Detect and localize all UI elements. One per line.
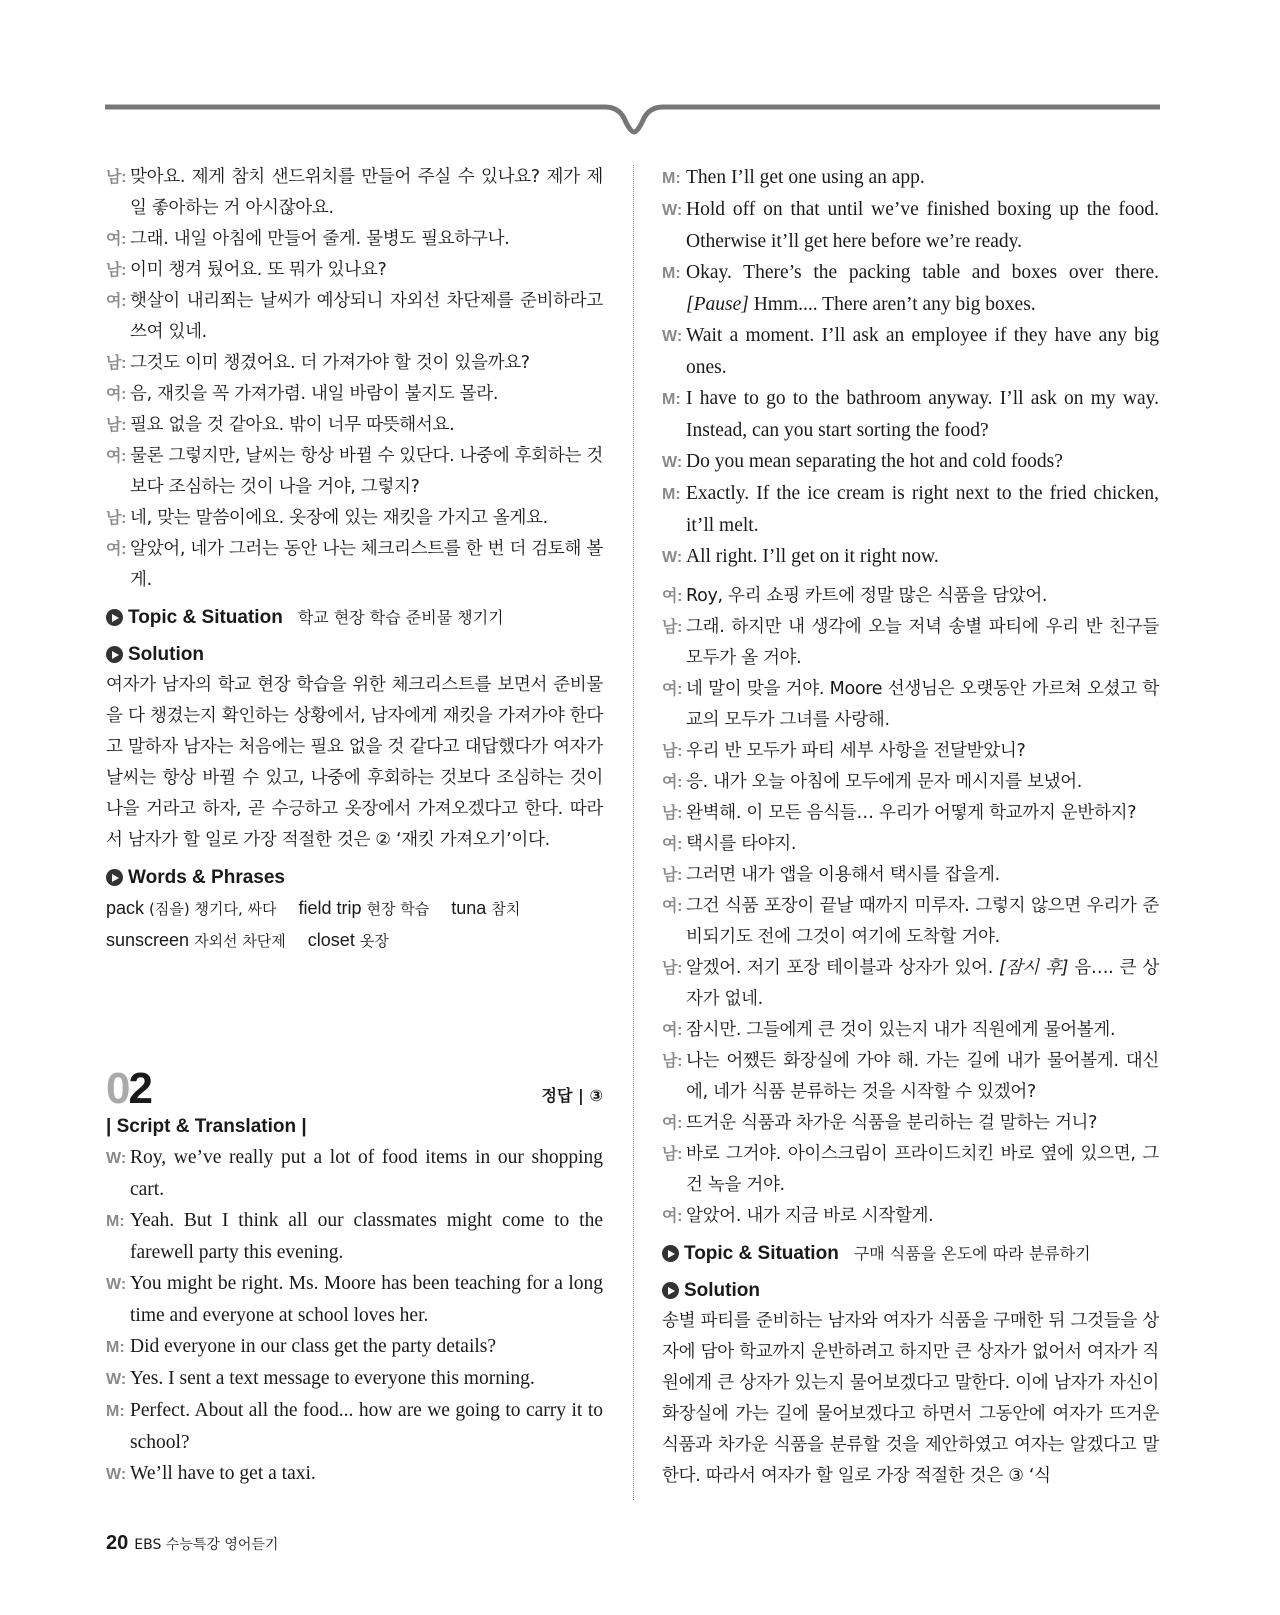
line-text: 그래. 하지만 내 생각에 오늘 저녁 송별 파티에 우리 반 친구들 모두가 올 거야.	[686, 617, 1159, 668]
dialogue-line	[662, 581, 1159, 612]
speaker-label: 여:	[106, 386, 127, 403]
speaker-label: M:	[662, 265, 681, 282]
dialogue-line	[662, 320, 1159, 383]
line-text: 알았어, 네가 그러는 동안 나는 체크리스트를 한 번 더 검토해 볼게.	[130, 539, 604, 590]
line-text: 바로 그거야. 아이스크림이 프라이드치킨 바로 옆에 있으면, 그건 녹을 거야.	[686, 1144, 1159, 1195]
dialogue-line	[662, 383, 1159, 446]
speaker-label: 여:	[106, 293, 127, 310]
line-text: 뜨거운 식품과 차가운 식품을 분리하는 걸 말하는 거니?	[686, 1113, 1098, 1133]
speaker-label: W:	[106, 1276, 127, 1293]
speaker-label: M:	[662, 486, 681, 503]
english-script	[106, 1142, 603, 1490]
line-text: 맞아요. 제게 참치 샌드위치를 만들어 주실 수 있나요? 제가 제일 좋아하는 거 아시잖아요.	[130, 167, 603, 218]
dialogue-line	[662, 446, 1159, 478]
word-meaning: 참치	[491, 900, 521, 918]
line-text: 그건 식품 포장이 끝날 때까지 미루자. 그렇지 않으면 우리가 준비되기도 전에 그것이 여기에 도착할 거야.	[686, 896, 1159, 947]
line-text: 햇살이 내리쬐는 날씨가 예상되니 자외선 차단제를 준비하라고 쓰여 있네.	[130, 291, 603, 342]
speaker-label: 남:	[662, 867, 683, 884]
word-meaning: 옷장	[359, 932, 389, 950]
speaker-label: W:	[106, 1466, 127, 1483]
dialogue-line	[662, 257, 1159, 320]
solution-heading: Solution	[106, 639, 603, 670]
korean-dialogue	[106, 162, 603, 596]
word-term: field trip	[298, 898, 362, 918]
question-number: 02	[106, 1064, 151, 1113]
line-text: I have to go to the bathroom anyway. I’ll ask on my way. Instead, can you start sorting the food?	[686, 388, 1159, 441]
play-bullet-icon	[106, 609, 123, 626]
dialogue-line	[662, 194, 1159, 257]
dialogue-line	[106, 162, 603, 224]
dialogue-line	[662, 612, 1159, 674]
dialogue-line	[662, 478, 1159, 541]
speaker-label: M:	[106, 1403, 125, 1420]
dialogue-line	[662, 829, 1159, 860]
dialogue-line	[106, 1458, 603, 1490]
play-bullet-icon	[662, 1245, 679, 1262]
line-text: 음…. 큰 상자가 없네.	[686, 958, 1159, 1009]
speaker-label: W:	[662, 328, 683, 345]
dialogue-line	[106, 503, 603, 534]
speaker-label: 남:	[662, 1146, 683, 1163]
speaker-label: 여:	[662, 898, 683, 915]
line-text: 그것도 이미 챙겼어요. 더 가져가야 할 것이 있을까요?	[130, 353, 530, 373]
line-text: 네 말이 맞을 거야. Moore 선생님은 오랫동안 가르쳐 오셨고 학교의 모두가 그녀를 사랑해.	[686, 679, 1159, 730]
speaker-label: 여:	[662, 836, 683, 853]
dialogue-line	[662, 674, 1159, 736]
line-text: 응. 내가 오늘 아침에 모두에게 문자 메시지를 보냈어.	[686, 772, 1083, 792]
dialogue-line	[662, 953, 1159, 1015]
dialogue-line	[106, 441, 603, 503]
dialogue-line	[662, 891, 1159, 953]
dialogue-line	[662, 1046, 1159, 1108]
line-text: 이미 챙겨 뒀어요. 또 뭐가 있나요?	[130, 260, 387, 280]
english-script-continued	[662, 162, 1159, 573]
words-heading: Words & Phrases	[106, 862, 603, 893]
speaker-label: M:	[662, 170, 681, 187]
dialogue-line	[106, 255, 603, 286]
play-bullet-icon	[106, 869, 123, 886]
speaker-label: 여:	[662, 1022, 683, 1039]
line-text: Hmm.... There aren’t any big boxes.	[748, 294, 1036, 315]
dialogue-line	[106, 224, 603, 255]
speaker-label: 여:	[662, 774, 683, 791]
word-meaning: 자외선 차단제	[194, 932, 286, 950]
line-text: 알겠어. 저기 포장 테이블과 상자가 있어.	[686, 958, 994, 978]
line-text: 택시를 타야지.	[686, 834, 797, 854]
play-bullet-icon	[662, 1282, 679, 1299]
speaker-label: M:	[662, 391, 681, 408]
words-list	[106, 893, 603, 957]
line-text: Yeah. But I think all our classmates might come to the farewell party this evening.	[130, 1210, 603, 1263]
speaker-label: 여:	[662, 588, 683, 605]
dialogue-line	[662, 1139, 1159, 1201]
speaker-label: W:	[106, 1371, 127, 1388]
word-meaning: 현장 학습	[366, 900, 430, 918]
dialogue-line	[662, 1201, 1159, 1232]
word-term: pack	[106, 898, 145, 918]
header-rule	[0, 0, 1280, 150]
speaker-label: 남:	[106, 262, 127, 279]
line-text: 물론 그렇지만, 날씨는 항상 바뀔 수 있단다. 나중에 후회하는 것보다 조심하는 것이 나을 거야, 그렇지?	[130, 446, 604, 497]
speaker-label: W:	[662, 549, 683, 566]
topic-heading: Topic & Situation 구매 식품을 온도에 따라 분류하기	[662, 1238, 1159, 1269]
dialogue-line	[106, 348, 603, 379]
question-header	[106, 1064, 603, 1113]
play-bullet-icon	[106, 646, 123, 663]
dialogue-line	[106, 410, 603, 441]
dialogue-line	[106, 1268, 603, 1331]
line-text: 그러면 내가 앱을 이용해서 택시를 잡을게.	[686, 865, 1000, 885]
speaker-label: W:	[662, 454, 683, 471]
dialogue-line	[106, 1331, 603, 1363]
speaker-label: 여:	[662, 1208, 683, 1225]
dialogue-line	[106, 1205, 603, 1268]
book-title: EBS 수능특강 영어듣기	[134, 1537, 279, 1553]
line-text: 잠시만. 그들에게 큰 것이 있는지 내가 직원에게 물어볼게.	[686, 1020, 1116, 1040]
dialogue-line	[106, 534, 603, 596]
line-text: Then I’ll get one using an app.	[686, 167, 925, 188]
speaker-label: 남:	[106, 355, 127, 372]
line-text: 나는 어쨌든 화장실에 가야 해. 가는 길에 내가 물어볼게. 대신에, 네가 식품 분류하는 것을 시작할 수 있겠어?	[686, 1051, 1159, 1102]
dialogue-line	[662, 1015, 1159, 1046]
line-text: Perfect. About all the food... how are we going to carry it to school?	[130, 1400, 603, 1453]
line-text: Wait a moment. I’ll ask an employee if they have any big ones.	[686, 325, 1159, 378]
speaker-label: 여:	[106, 448, 127, 465]
dialogue-line	[106, 286, 603, 348]
dialogue-line	[662, 736, 1159, 767]
dialogue-line	[662, 767, 1159, 798]
dialogue-line	[662, 798, 1159, 829]
line-text: Exactly. If the ice cream is right next to the fried chicken, it’ll melt.	[686, 483, 1159, 536]
dialogue-line	[662, 541, 1159, 573]
speaker-label: 남:	[662, 619, 683, 636]
speaker-label: 남:	[662, 1053, 683, 1070]
dialogue-line	[106, 379, 603, 410]
line-text: Did everyone in our class get the party details?	[130, 1336, 497, 1357]
line-text: 완벽해. 이 모든 음식들… 우리가 어떻게 학교까지 운반하지?	[686, 803, 1137, 823]
pause-note: [Pause]	[686, 294, 749, 315]
line-text: Yes. I sent a text message to everyone this morning.	[130, 1368, 535, 1389]
speaker-label: 여:	[106, 231, 127, 248]
word-term: closet	[307, 930, 355, 950]
dialogue-line	[662, 1108, 1159, 1139]
line-text: 알았어. 내가 지금 바로 시작할게.	[686, 1206, 934, 1226]
line-text: 네, 맞는 말씀이에요. 옷장에 있는 재킷을 가지고 올게요.	[130, 508, 548, 528]
line-text: 필요 없을 것 같아요. 밖이 너무 따뜻해서요.	[130, 415, 455, 435]
line-text: All right. I’ll get on it right now.	[686, 546, 939, 567]
word-meaning: (짐을) 챙기다, 싸다	[149, 900, 277, 918]
speaker-label: 남:	[662, 960, 683, 977]
solution-heading: Solution	[662, 1275, 1159, 1306]
line-text: Roy, 우리 쇼핑 카트에 정말 많은 식품을 담았어.	[686, 586, 1048, 606]
right-column	[662, 162, 1159, 1492]
line-text: Roy, we’ve really put a lot of food items in our shopping cart.	[130, 1147, 603, 1200]
line-text: 그래. 내일 아침에 만들어 줄게. 물병도 필요하구나.	[130, 229, 510, 249]
line-text: Hold off on that until we’ve finished boxing up the food. Otherwise it’ll get here before we’re ready.	[686, 199, 1159, 252]
speaker-label: W:	[662, 202, 683, 219]
line-text: Okay. There’s the packing table and boxes over there.	[686, 262, 1159, 283]
page-footer	[106, 1532, 278, 1555]
solution-text: 송별 파티를 준비하는 남자와 여자가 식품을 구매한 뒤 그것들을 상자에 담아 학교까지 운반하려고 하지만 큰 상자가 없어서 여자가 직원에게 큰 상자가 있는지 물어보겠다고 말한다. 이에 남자가 자신이 화장실에 가는 길에 물어보겠다고 하면서 그동안에 여자가 뜨거운 식품과 차가운 식품을 분류할 것을 제안하였고 여자는 알겠다고 말한다. 따라서 여자가 할 일로 가장 적절한 것은 ③ ‘식	[662, 1311, 1159, 1486]
speaker-label: 남:	[106, 169, 127, 186]
script-heading: | Script & Translation |	[106, 1116, 307, 1137]
answer-label: 정답 | ③	[541, 1086, 603, 1105]
page-number: 20	[106, 1532, 129, 1554]
speaker-label: 여:	[662, 681, 683, 698]
dialogue-line	[106, 1363, 603, 1395]
dialogue-line	[106, 1142, 603, 1205]
word-term: tuna	[451, 898, 487, 918]
speaker-label: 남:	[106, 510, 127, 527]
speaker-label: W:	[106, 1150, 127, 1167]
topic-heading: Topic & Situation 학교 현장 학습 준비물 챙기기	[106, 602, 603, 633]
speaker-label: 남:	[662, 805, 683, 822]
speaker-label: 남:	[106, 417, 127, 434]
speaker-label: 남:	[662, 743, 683, 760]
pause-note: [잠시 후]	[993, 958, 1069, 978]
speaker-label: 여:	[662, 1115, 683, 1132]
speaker-label: M:	[106, 1213, 125, 1230]
left-column	[106, 162, 603, 1490]
line-text: You might be right. Ms. Moore has been teaching for a long time and everyone at school loves her.	[130, 1273, 603, 1326]
speaker-label: M:	[106, 1339, 125, 1356]
line-text: Do you mean separating the hot and cold foods?	[686, 451, 1063, 472]
line-text: 음, 재킷을 꼭 가져가렴. 내일 바람이 불지도 몰라.	[130, 384, 499, 404]
dialogue-line	[662, 162, 1159, 194]
dialogue-line	[106, 1395, 603, 1458]
solution-text: 여자가 남자의 학교 현장 학습을 위한 체크리스트를 보면서 준비물을 다 챙겼는지 확인하는 상황에서, 남자에게 재킷을 가져가야 한다고 말하자 남자는 처음에는 필요 없을 것 같다고 대답했다가 여자가 날씨는 항상 바뀔 수 있고, 나중에 후회하는 것보다 조심하는 것이 나을 거라고 하자, 곧 수긍하고 옷장에서 가져오겠다고 한다. 따라서 남자가 할 일로 가장 적절한 것은 ② ‘재킷 가져오기’이다.	[106, 675, 603, 850]
column-divider	[633, 165, 634, 1500]
dialogue-line	[662, 860, 1159, 891]
speaker-label: 여:	[106, 541, 127, 558]
line-text: 우리 반 모두가 파티 세부 사항을 전달받았니?	[686, 741, 1026, 761]
word-term: sunscreen	[106, 930, 190, 950]
korean-dialogue	[662, 581, 1159, 1232]
line-text: We’ll have to get a taxi.	[130, 1463, 316, 1484]
